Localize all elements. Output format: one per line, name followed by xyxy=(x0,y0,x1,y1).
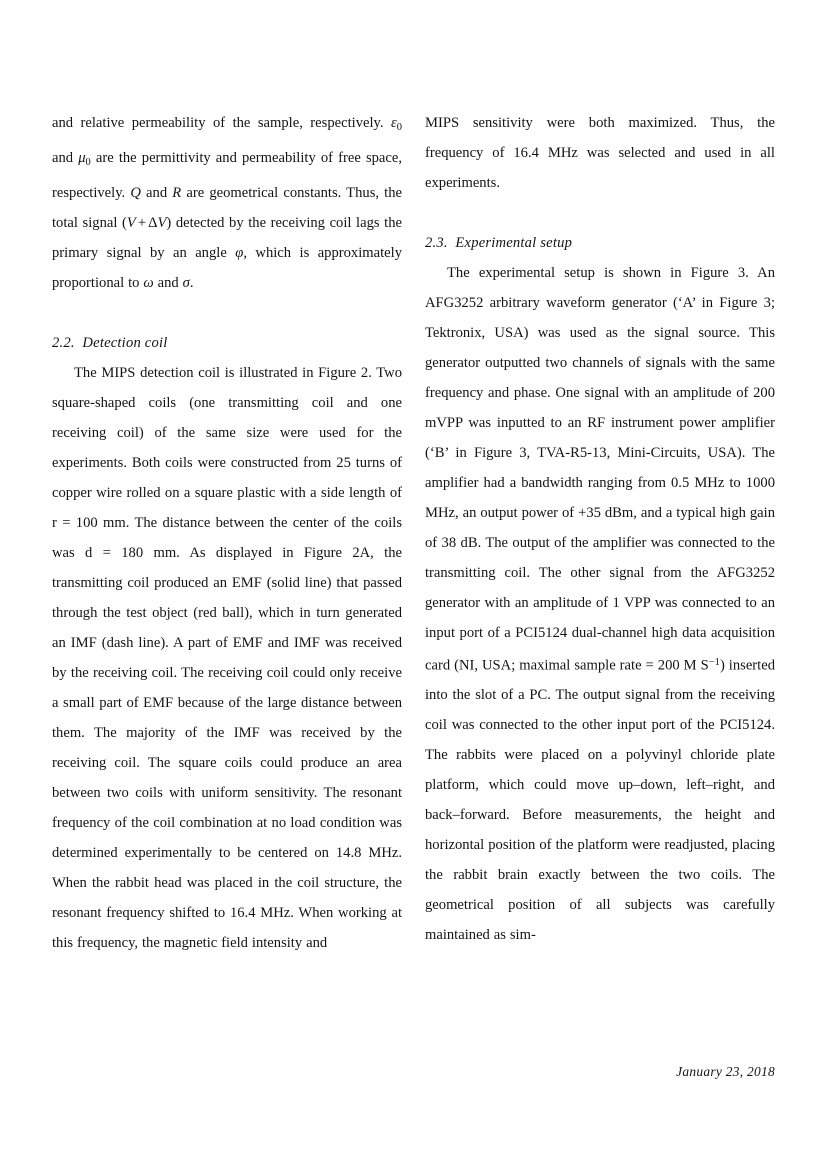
text-run: and xyxy=(153,274,183,291)
right-column xyxy=(425,108,775,1053)
text-run: , which is approximately proportional to xyxy=(52,244,402,291)
symbol-delta: Δ xyxy=(148,214,158,231)
section-heading-2-3 xyxy=(425,228,775,258)
section-heading-2-2 xyxy=(52,328,402,358)
symbol-mu: μ xyxy=(78,149,86,166)
symbol-sigma: σ xyxy=(182,274,190,291)
symbol-v-second: V xyxy=(157,214,167,231)
text-run: are geometrical constants. Thus, the total signal ( xyxy=(52,184,402,231)
paragraph-experimental-setup xyxy=(425,258,775,950)
superscript-minus-one: −1 xyxy=(708,657,720,668)
subscript-zero-mu: 0 xyxy=(85,156,91,168)
text-run: and xyxy=(140,184,173,201)
section-title: Detection coil xyxy=(82,334,168,351)
footer-date: January 23, 2018 xyxy=(676,1064,775,1079)
text-run: and relative permeability of the sample, respectively. xyxy=(52,115,391,131)
left-column xyxy=(52,108,402,1053)
text-run: The experimental setup is shown in Figure 3. An AFG3252 arbitrary waveform generator (‘A’ in Figure 3; Tektronix, USA) was used as the signal source. This generator outputted two channels of signals with the same frequency and phase. One signal with an amplitude of 200 mVPP was inputted to an RF instrument power amplifier (‘B’ in Figure 3, TVA-R5-13, Mini-Circuits, USA). The amplifier had a bandwidth ranging from 0.5 MHz to 1000 MHz, an output power of +35 dBm, and a typical high gain of 38 dB. The output of the amplifier was connected to the transmitting coil. The other signal from the AFG3252 generator with an amplitude of 1 VPP was connected to an input port of a PCI5124 dual-channel high data acquisition card (NI, USA; maximal sample rate = 200 M S xyxy=(425,265,775,674)
symbol-q: Q xyxy=(130,184,141,201)
symbol-phi: φ xyxy=(235,244,244,261)
paragraph-continued-right: MIPS sensitivity were both maximized. Thus, the frequency of 16.4 MHz was selected and used in all experiments. xyxy=(425,115,775,191)
section-number: 2.3. xyxy=(425,235,448,251)
text-run: ) detected by the receiving coil lags the primary signal by an angle xyxy=(52,214,402,261)
symbol-epsilon: ε xyxy=(390,115,397,131)
two-column-body xyxy=(52,108,775,1053)
symbol-v-first: V xyxy=(126,214,136,231)
subscript-zero-epsilon: 0 xyxy=(396,121,402,133)
symbol-omega: ω xyxy=(143,274,154,291)
text-run: are the permittivity and permeability of free space, respectively. xyxy=(52,149,402,201)
text-run: and xyxy=(52,149,79,166)
text-run: ) inserted into the slot of a PC. The output signal from the receiving coil was connected to the other input port of the PCI5124. The rabbits were placed on a polyvinyl chloride plate platform, which could move up–down, left–right, and back–forward. Before measurements, the height and horizontal position of the platform were readjusted, placing the rabbit brain exactly between the two coils. The geometrical position of all subjects was carefully maintained as sim- xyxy=(425,657,775,944)
spacer-before-section-2-3 xyxy=(425,198,775,228)
text-run: . xyxy=(189,274,194,291)
spacer-before-section-2-2 xyxy=(52,298,402,328)
section-title: Experimental setup xyxy=(455,235,573,251)
symbol-plus: + xyxy=(137,214,147,231)
paragraph-detection-coil: The MIPS detection coil is illustrated in Figure 2. Two square-shaped coils (one transmitting coil and one receiving coil) of the same size were used for the experiments. Both coils were constructed from 25 turns of copper wire rolled on a square plastic with a side length of r = 100 mm. The distance between the center of the coils was d = 180 mm. As displayed in Figure 2A, the transmitting coil produced an EMF (solid line) that passed through the test object (red ball), which in turn generated an IMF (dash line). A part of EMF and IMF was received by the receiving coil. The receiving coil could only receive a small part of EMF because of the large distance between them. The majority of the IMF was received by the receiving coil. The square coils could produce an area between two coils with uniform sensitivity. The resonant frequency of the coil combination at no load condition was determined experimentally to be centered on 14.8 MHz. When the rabbit head was placed in the coil structure, the resonant frequency shifted to 16.4 MHz. When working at this frequency, the magnetic field intensity and xyxy=(52,364,402,951)
paragraph-continued-left xyxy=(52,108,402,298)
section-number: 2.2. xyxy=(52,334,75,351)
symbol-r: R xyxy=(172,184,182,201)
